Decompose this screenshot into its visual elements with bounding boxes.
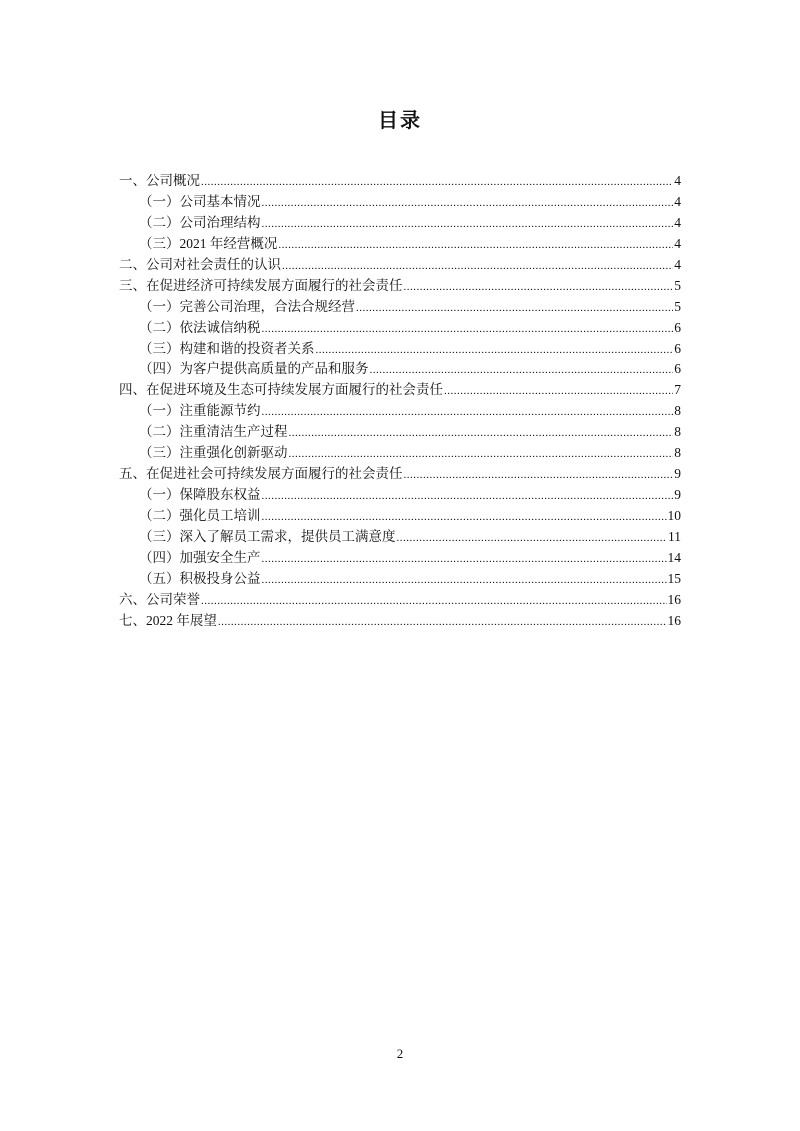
dot-leader <box>262 192 674 214</box>
toc-title: 目录 <box>378 110 422 132</box>
toc-entry[interactable] <box>119 443 681 464</box>
toc-entry-text: （二）公司治理结构 <box>139 214 261 230</box>
toc-entry[interactable] <box>119 380 681 401</box>
dot-leader <box>262 213 674 235</box>
toc-entry-text: （二）依法诚信纳税 <box>139 319 261 335</box>
dot-leader <box>262 506 667 528</box>
toc-entry[interactable] <box>119 213 681 234</box>
toc-entry-page: 8 <box>674 445 681 461</box>
toc-entry-text: （四）加强安全生产 <box>139 549 261 565</box>
toc-entry-page: 4 <box>674 214 681 230</box>
toc-entry[interactable] <box>119 464 681 485</box>
dot-leader <box>404 464 674 486</box>
dot-leader <box>370 359 674 381</box>
page-number: 2 <box>396 1046 404 1061</box>
toc-entry-page: 15 <box>667 570 681 586</box>
table-of-contents <box>119 171 681 632</box>
dot-leader <box>262 548 667 570</box>
toc-entry-text: 一、公司概况 <box>119 173 200 188</box>
toc-entry-text: 五、在促进社会可持续发展方面履行的社会责任 <box>119 466 403 482</box>
dot-leader <box>356 297 673 319</box>
toc-entry-page: 5 <box>674 298 681 314</box>
toc-entry-page: 14 <box>667 549 681 565</box>
toc-entry-text: （一）公司基本情况 <box>139 193 261 209</box>
toc-entry-text: （一）保障股东权益 <box>139 487 261 503</box>
dot-leader <box>201 171 673 193</box>
toc-entry[interactable] <box>119 359 681 380</box>
toc-entry-page: 6 <box>674 340 681 356</box>
toc-entry[interactable] <box>119 297 681 318</box>
toc-entry-text: 三、在促进经济可持续发展方面履行的社会责任 <box>119 277 403 293</box>
toc-entry[interactable] <box>119 527 681 548</box>
toc-entry-text: 四、在促进环境及生态可持续发展方面履行的社会责任 <box>119 382 443 398</box>
toc-entry[interactable] <box>119 422 681 443</box>
toc-entry[interactable] <box>119 255 681 276</box>
toc-entry-text: （二）强化员工培训 <box>139 508 261 523</box>
toc-entry-page: 4 <box>674 235 681 251</box>
toc-entry-text: （一）完善公司治理，合法合规经营 <box>139 298 355 314</box>
toc-entry[interactable] <box>119 548 681 569</box>
toc-entry[interactable] <box>119 276 681 297</box>
dot-leader <box>397 527 668 549</box>
dot-leader <box>289 443 674 465</box>
dot-leader <box>262 401 674 423</box>
toc-entry-page: 9 <box>674 487 681 503</box>
dot-leader <box>201 590 667 612</box>
dot-leader <box>404 276 674 298</box>
toc-entry-text: （二）注重清洁生产过程 <box>139 424 288 440</box>
dot-leader <box>262 318 674 340</box>
toc-entry[interactable] <box>119 485 681 506</box>
toc-entry-page: 16 <box>667 612 681 628</box>
toc-entry-page: 6 <box>674 319 681 335</box>
dot-leader <box>282 255 673 277</box>
toc-entry-text: （三）深入了解员工需求，提供员工满意度 <box>139 528 396 544</box>
toc-entry[interactable] <box>119 590 681 611</box>
toc-entry-page: 6 <box>674 361 681 377</box>
toc-entry-text: 六、公司荣誉 <box>119 591 200 607</box>
toc-entry-text: （五）积极投身公益 <box>139 570 261 586</box>
dot-leader <box>218 611 667 633</box>
toc-entry-text: （三）2021 年经营概况 <box>139 235 278 251</box>
toc-entry-text: 七、2022 年展望 <box>119 612 217 628</box>
toc-entry-page: 9 <box>674 466 681 482</box>
toc-entry-page: 11 <box>668 528 681 544</box>
toc-entry-page: 4 <box>674 256 681 272</box>
dot-leader <box>262 485 674 507</box>
toc-entry[interactable] <box>119 234 681 255</box>
toc-entry-page: 5 <box>674 277 681 293</box>
toc-entry[interactable] <box>119 611 681 632</box>
toc-entry[interactable] <box>119 192 681 213</box>
toc-entry-page: 4 <box>674 193 681 209</box>
toc-entry-page: 8 <box>674 424 681 440</box>
toc-entry[interactable] <box>119 401 681 422</box>
dot-leader <box>262 569 667 591</box>
toc-entry-text: （三）构建和谐的投资者关系 <box>139 340 315 356</box>
toc-entry[interactable] <box>119 506 681 527</box>
toc-entry-page: 4 <box>674 173 681 188</box>
toc-entry[interactable] <box>119 318 681 339</box>
dot-leader <box>316 339 674 361</box>
toc-entry-page: 16 <box>667 591 681 607</box>
toc-entry[interactable] <box>119 339 681 360</box>
toc-entry-text: （四）为客户提供高质量的产品和服务 <box>139 361 369 377</box>
toc-entry-page: 7 <box>674 382 681 398</box>
toc-entry-page: 8 <box>674 403 681 419</box>
toc-entry-page: 10 <box>667 508 681 523</box>
toc-entry-text: （三）注重强化创新驱动 <box>139 445 288 461</box>
toc-entry-text: （一）注重能源节约 <box>139 403 261 419</box>
toc-entry[interactable] <box>119 171 681 192</box>
dot-leader <box>278 234 673 256</box>
toc-entry-text: 二、公司对社会责任的认识 <box>119 256 281 272</box>
toc-entry[interactable] <box>119 569 681 590</box>
dot-leader <box>444 380 673 402</box>
dot-leader <box>289 422 674 444</box>
